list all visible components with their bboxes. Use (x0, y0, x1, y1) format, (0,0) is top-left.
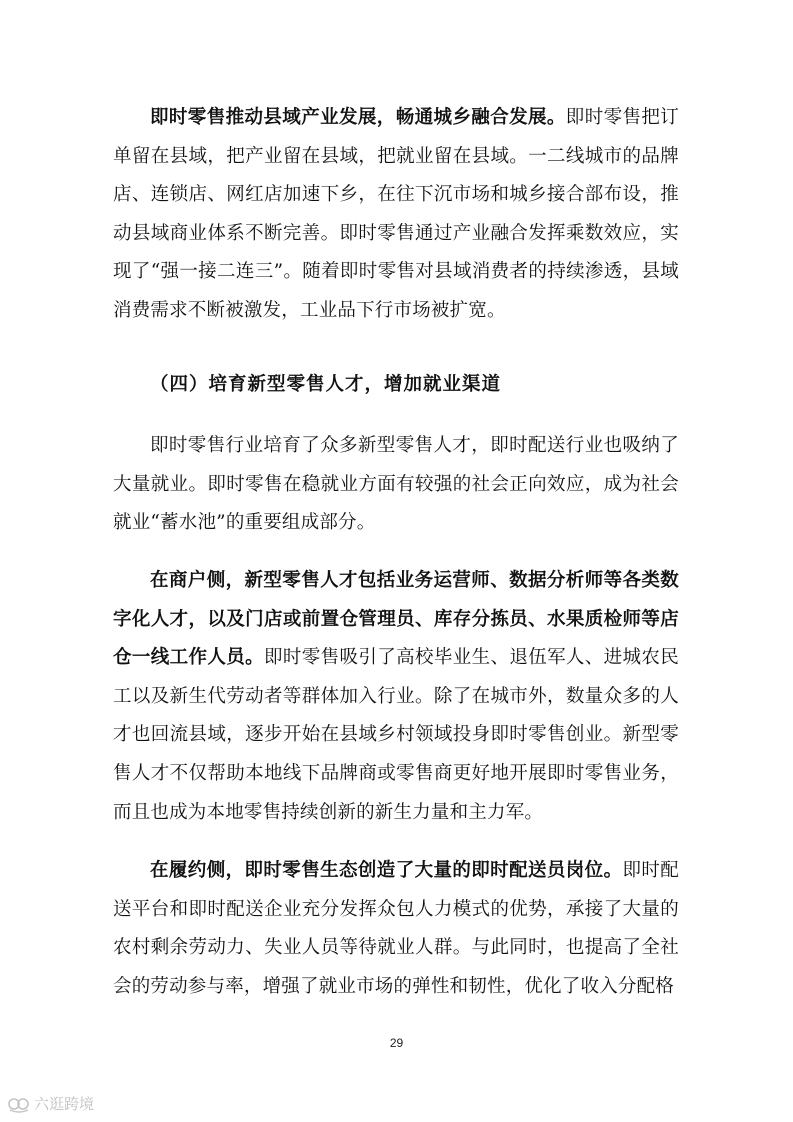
paragraph-lead-bold: 在商户侧，新型零售人才包括业务运营师、数据分析师等各类数字化人才，以及门店或前置仓管理员、库存分拣员、水果质检师等店仓一线工作人员。 (113, 570, 679, 669)
paragraph-employment-intro (113, 427, 679, 543)
paragraph-body: 即时零售吸引了高校毕业生、退伍军人、进城农民工以及新生代劳动者等群体加入行业。除了在城市外，数量众多的人才也回流县域，逐步开始在县域乡村领域投身即时零售创业。新型零售人才不仅帮助本地线下品牌商或零售商更好地开展即时零售业务，而且也成为本地零售持续创新的新生力量和主力军。 (113, 647, 679, 823)
watermark-logo-icon (8, 1095, 30, 1113)
page-number: 29 (389, 1036, 404, 1050)
paragraph-lead-bold: 即时零售推动县域产业发展，畅通城乡融合发展。 (150, 107, 566, 128)
paragraph-body: 即时零售行业培育了众多新型零售人才，即时配送行业也吸纳了大量就业。即时零售在稳就业方面有较强的社会正向效应，成为社会就业“蓄水池”的重要组成部分。 (113, 435, 679, 534)
paragraph-county-industry (113, 99, 679, 331)
watermark-text: 六逛跨境 (34, 1095, 95, 1113)
paragraph-fulfillment-side (113, 852, 679, 1006)
paragraph-body: 即时零售把订单留在县域，把产业留在县域，把就业留在县域。一二线城市的品牌店、连锁店、网红店加速下乡，在往下沉市场和城乡接合部布设，推动县域商业体系不断完善。即时零售通过产业融合发挥乘数效应，实现了“强一接二连三”。随着即时零售对县域消费者的持续渗透，县域消费需求不断被激发，工业品下行市场被扩宽。 (113, 107, 679, 321)
watermark (8, 1093, 94, 1114)
paragraph-merchant-side (113, 562, 679, 832)
paragraph-body: 即时配送平台和即时配送企业充分发挥众包人力模式的优势，承接了大量的农村剩余劳动力、失业人员等待就业人群。与此同时，也提高了全社会的劳动参与率，增强了就业市场的弹性和韧性，优化了收入分配格 (113, 860, 679, 997)
section-heading: （四）培育新型零售人才，增加就业渠道 (150, 374, 502, 395)
paragraph-lead-bold: 在履约侧，即时零售生态创造了大量的即时配送员岗位。 (150, 860, 623, 881)
